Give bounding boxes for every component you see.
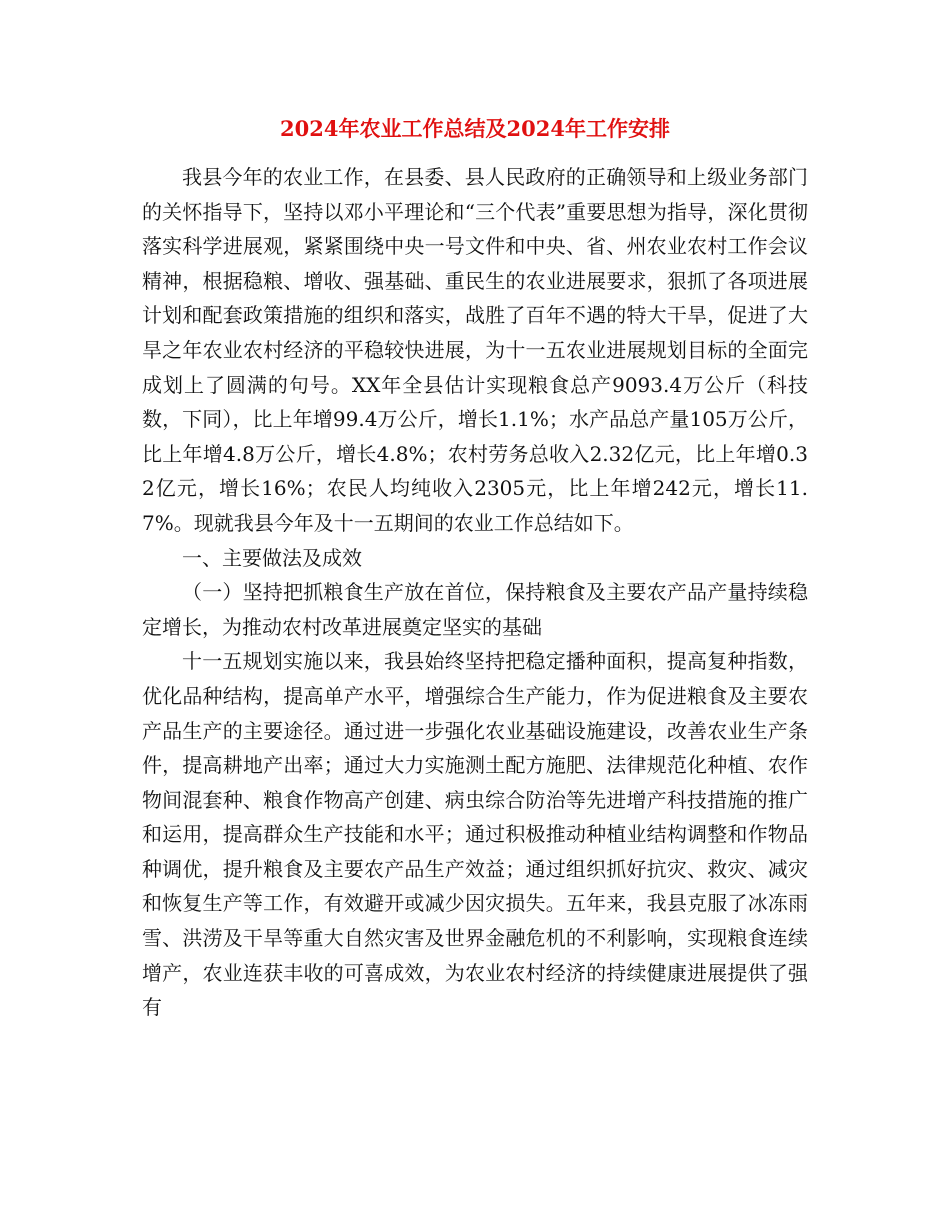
document-body bbox=[142, 112, 808, 1025]
document-title: 2024年农业工作总结及2024年工作安排 bbox=[280, 116, 670, 141]
body-paragraph-grain-production: 十一五规划实施以来，我县始终坚持把稳定播种面积，提高复种指数，优化品种结构，提高单产水平，增强综合生产能力，作为促进粮食及主要农产品生产的主要途径。通过进一步强化农业基础设施建设，改善农业生产条件，提高耕地产出率；通过大力实施测土配方施肥、法律规范化种植、农作物间混套种、粮食作物高产创建、病虫综合防治等先进增产科技措施的推广和运用，提高群众生产技能和水平；通过积极推动种植业结构调整和作物品种调优，提升粮食及主要农产品生产效益；通过组织抓好抗灾、救灾、减灾和恢复生产等工作，有效避开或减少因灾损失。五年来，我县克服了冰冻雨雪、洪涝及干旱等重大自然灾害及世界金融危机的不利影响，实现粮食连续增产，农业连获丰收的可喜成效，为农业农村经济的持续健康进展提供了强有 bbox=[142, 649, 808, 1020]
intro-paragraph: 我县今年的农业工作，在县委、县人民政府的正确领导和上级业务部门的关怀指导下，坚持以邓小平理论和“三个代表”重要思想为指导，深化贯彻落实科学进展观，紧紧围绕中央一号文件和中央、省、州农业农村工作会议精神，根据稳粮、增收、强基础、重民生的农业进展要求，狠抓了各项进展计划和配套政策措施的组织和落实，战胜了百年不遇的特大干旱，促进了大旱之年农业农村经济的平稳较快进展，为十一五农业进展规划目标的全面完成划上了圆满的句号。XX年全县估计实现粮食总产9093.4万公斤（科技数，下同），比上年增99.4万公斤，增长1.1%；水产品总产量105万公斤，比上年增4.8万公斤，增长4.8%；农村劳务总收入2.32亿元，比上年增0.32亿元，增长16%；农民人均纯收入2305元，比上年增242元，增长11.7%。现就我县今年及十一五期间的农业工作总结如下。 bbox=[142, 165, 808, 535]
section-heading-main-practices: 一、主要做法及成效 bbox=[182, 545, 362, 570]
subsection-heading-grain-production: （一）坚持把抓粮食生产放在首位，保持粮食及主要农产品产量持续稳定增长，为推动农村改革进展奠定坚实的基础 bbox=[142, 580, 808, 639]
